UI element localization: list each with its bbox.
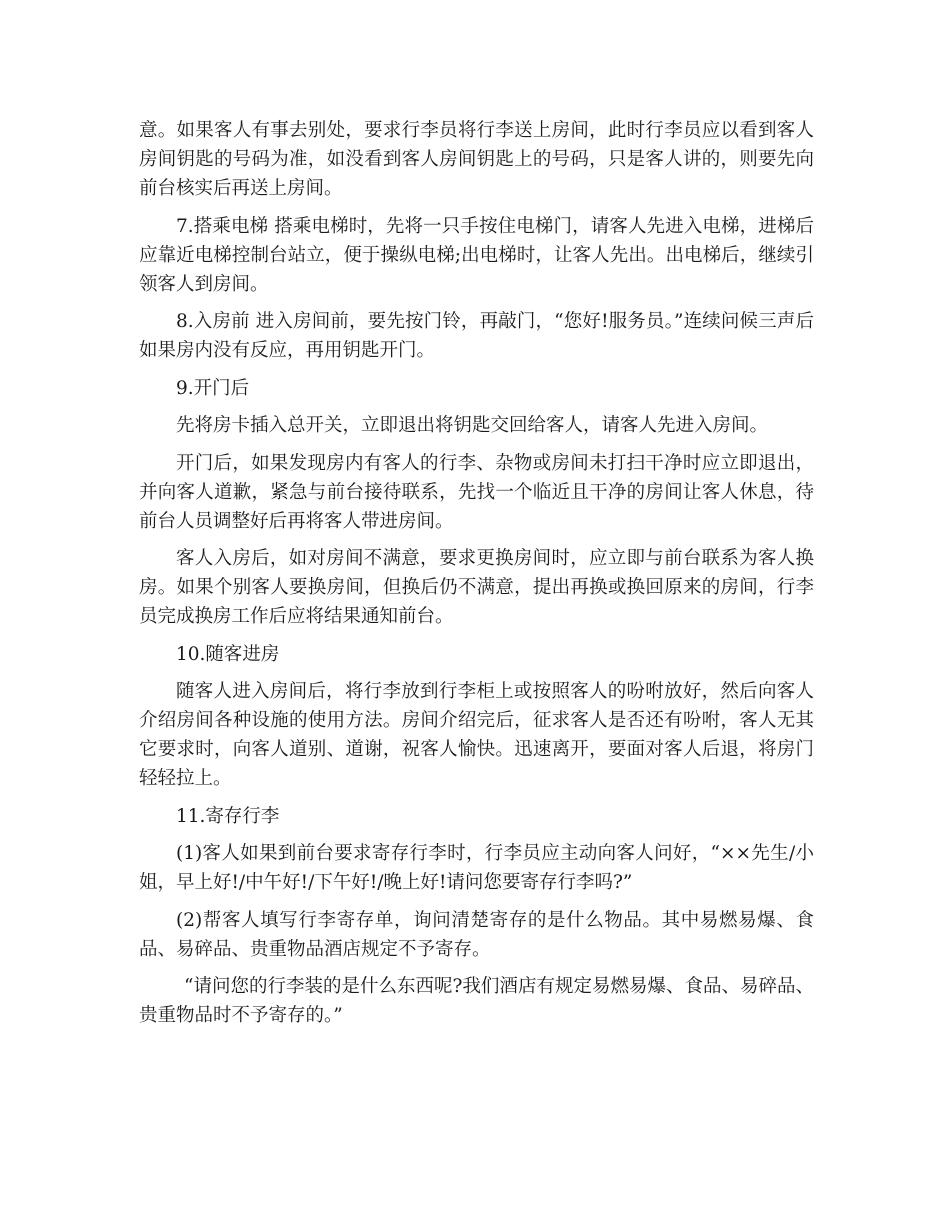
paragraph-storage-form: (2)帮客人填写行李寄存单，询问清楚寄存的是什么物品。其中易燃易爆、食品、易碎品、贵重物品酒店规定不予寄存。 bbox=[139, 909, 814, 960]
heading-escort-to-room: 10.随客进房 bbox=[176, 643, 280, 665]
paragraph-room-issue: 开门后，如果发现房内有客人的行李、杂物或房间未打扫干净时应立即退出，并向客人道歉，紧急与前台接待联系，先找一个临近且干净的房间让客人休息，待前台人员调整好后再将客人带进房间。 bbox=[139, 452, 814, 532]
heading-after-opening: 9.开门后 bbox=[176, 377, 250, 399]
paragraph-room-card: 先将房卡插入总开关，立即退出将钥匙交回给客人，请客人先进入房间。 bbox=[176, 415, 769, 436]
heading-luggage-storage: 11.寄存行李 bbox=[176, 805, 280, 827]
paragraph-room-change: 客人入房后，如对房间不满意，要求更换房间时，应立即与前台联系为客人换房。如果个别客人要换房间，但换后仍不满意，提出再换或换回原来的房间，行李员完成换房工作后应将结果通知前台。 bbox=[139, 548, 814, 627]
paragraph-continuation: 意。如果客人有事去别处，要求行李员将行李送上房间，此时行李员应以看到客人房间钥匙的号码为准，如没看到客人房间钥匙上的号码，只是客人讲的，则要先向前台核实后再送上房间。 bbox=[139, 120, 814, 199]
paragraph-before-entering: 8.入房前 进入房间前，要先按门铃，再敲门，“您好!服务员。”连续问候三声后如果房内没有反应，再用钥匙开门。 bbox=[139, 311, 814, 361]
paragraph-storage-greeting: (1)客人如果到前台要求寄存行李时，行李员应主动向客人问好，“××先生/小姐，早上好!/中午好!/下午好!/晚上好!请问您要寄存行李吗?” bbox=[139, 843, 814, 893]
paragraph-room-introduction: 随客人进入房间后，将行李放到行李柜上或按照客人的吩咐放好，然后向客人介绍房间各种设施的使用方法。房间介绍完后，征求客人是否还有吩咐，客人无其它要求时，向客人道别、道谢，祝客人愉快。迅速离开，要面对客人后退，将房门轻轻拉上。 bbox=[139, 681, 814, 789]
document-body bbox=[139, 116, 814, 1039]
paragraph-elevator: 7.搭乘电梯 搭乘电梯时，先将一只手按住电梯门，请客人先进入电梯，进梯后应靠近电梯控制台站立，便于操纵电梯;出电梯时，让客人先出。出电梯后，继续引领客人到房间。 bbox=[139, 215, 814, 295]
paragraph-storage-quote: “请问您的行李装的是什么东西呢?我们酒店有规定易燃易爆、食品、易碎品、贵重物品时不予寄存的。” bbox=[139, 976, 814, 1026]
